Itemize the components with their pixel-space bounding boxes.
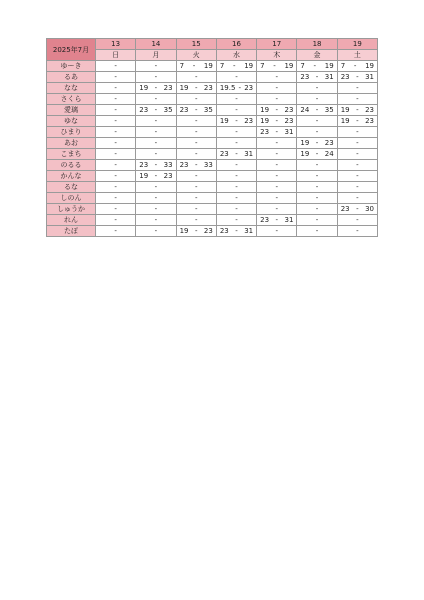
shift-cell: - [297, 226, 337, 237]
shift-cell: - [176, 94, 216, 105]
shift-start: 23 [340, 73, 350, 81]
shift-end: 23 [284, 106, 294, 114]
shift-start: 19.5 [219, 84, 236, 92]
shift-range [217, 61, 256, 71]
shift-start: 7 [260, 62, 265, 70]
staff-name: かんな [47, 171, 96, 182]
date-header: 15 [176, 39, 216, 50]
shift-cell: - [216, 193, 256, 204]
weekday-header: 日 [96, 50, 136, 61]
shift-cell [337, 61, 377, 72]
shift-cell: - [96, 61, 136, 72]
range-dash: - [275, 117, 279, 125]
shift-start: 23 [179, 161, 189, 169]
range-dash: - [154, 172, 158, 180]
shift-cell [257, 215, 297, 226]
shift-range [257, 116, 296, 126]
shift-range [257, 127, 296, 137]
header-date-row [47, 39, 378, 50]
shift-cell: - [297, 193, 337, 204]
shift-start: 19 [300, 150, 310, 158]
weekday-header: 金 [297, 50, 337, 61]
shift-end: 31 [284, 216, 294, 224]
range-dash: - [275, 216, 279, 224]
shift-cell: - [136, 215, 176, 226]
shift-cell: - [136, 127, 176, 138]
shift-cell: - [136, 226, 176, 237]
shift-start: 19 [219, 117, 229, 125]
shift-cell: - [176, 127, 216, 138]
shift-cell: - [337, 193, 377, 204]
shift-cell [176, 160, 216, 171]
shift-cell: - [96, 116, 136, 127]
staff-name: なな [47, 83, 96, 94]
shift-range [338, 116, 377, 126]
table-row [47, 171, 378, 182]
shift-end: 23 [163, 84, 173, 92]
range-dash: - [356, 205, 359, 213]
shift-end: 19 [324, 62, 334, 70]
shift-cell [176, 226, 216, 237]
shift-cell: - [96, 72, 136, 83]
shift-cell [216, 61, 256, 72]
range-dash: - [154, 106, 158, 114]
shift-cell: - [176, 149, 216, 160]
shift-cell: - [136, 182, 176, 193]
shift-range [257, 105, 296, 115]
shift-end: 31 [244, 227, 254, 235]
shift-end: 35 [163, 106, 173, 114]
staff-name: ゆーき [47, 61, 96, 72]
shift-cell: - [257, 204, 297, 215]
shift-cell: - [337, 138, 377, 149]
shift-end: 23 [365, 117, 374, 125]
shift-start: 23 [260, 128, 270, 136]
shift-range [136, 105, 175, 115]
table-row [47, 83, 378, 94]
schedule-sheet [46, 38, 378, 237]
shift-start: 19 [260, 106, 270, 114]
range-dash: - [238, 84, 242, 92]
shift-cell: - [257, 193, 297, 204]
shift-cell [297, 105, 337, 116]
shift-cell: - [96, 105, 136, 116]
shift-cell: - [96, 193, 136, 204]
table-row [47, 204, 378, 215]
shift-cell [337, 105, 377, 116]
shift-cell: - [297, 116, 337, 127]
shift-cell: - [337, 94, 377, 105]
shift-end: 19 [244, 62, 254, 70]
table-row [47, 138, 378, 149]
staff-name: あお [47, 138, 96, 149]
shift-cell [136, 160, 176, 171]
table-row [47, 61, 378, 72]
shift-range [297, 105, 336, 115]
shift-cell: - [96, 182, 136, 193]
shift-range [217, 116, 256, 126]
shift-cell: - [96, 171, 136, 182]
shift-cell: - [96, 204, 136, 215]
range-dash: - [154, 161, 158, 169]
schedule-body [47, 61, 378, 237]
table-row [47, 226, 378, 237]
staff-name: こまち [47, 149, 96, 160]
shift-cell: - [337, 149, 377, 160]
shift-start: 19 [340, 106, 350, 114]
date-header: 14 [136, 39, 176, 50]
shift-range [338, 61, 377, 71]
shift-range [177, 61, 216, 71]
shift-cell: - [216, 204, 256, 215]
shift-cell: - [136, 149, 176, 160]
staff-name: しゅうか [47, 204, 96, 215]
staff-name: るな [47, 182, 96, 193]
table-row [47, 94, 378, 105]
shift-range [217, 226, 256, 236]
shift-cell: - [257, 94, 297, 105]
shift-end: 23 [244, 117, 254, 125]
range-dash: - [356, 117, 359, 125]
date-header: 16 [216, 39, 256, 50]
shift-cell: - [136, 94, 176, 105]
shift-cell: - [257, 160, 297, 171]
shift-cell [136, 83, 176, 94]
shift-cell: - [216, 182, 256, 193]
shift-cell: - [257, 171, 297, 182]
shift-range [297, 61, 336, 71]
range-dash: - [315, 139, 319, 147]
shift-start: 7 [179, 62, 185, 70]
weekday-header: 水 [216, 50, 256, 61]
range-dash: - [356, 73, 359, 81]
month-label: 2025年7月 [47, 39, 96, 61]
shift-cell [216, 149, 256, 160]
shift-cell [337, 72, 377, 83]
shift-end: 23 [365, 106, 374, 114]
shift-cell: - [257, 72, 297, 83]
shift-start: 19 [300, 139, 310, 147]
date-header: 19 [337, 39, 377, 50]
shift-end: 19 [203, 62, 213, 70]
shift-start: 23 [340, 205, 350, 213]
shift-start: 23 [219, 227, 229, 235]
range-dash: - [194, 161, 198, 169]
shift-cell: - [136, 193, 176, 204]
table-row [47, 182, 378, 193]
shift-cell: - [96, 215, 136, 226]
range-dash: - [315, 73, 319, 81]
range-dash: - [273, 62, 276, 70]
table-row [47, 72, 378, 83]
shift-cell: - [337, 160, 377, 171]
shift-cell: - [216, 138, 256, 149]
staff-name: れん [47, 215, 96, 226]
weekday-header: 土 [337, 50, 377, 61]
shift-cell: - [297, 127, 337, 138]
shift-range [177, 160, 216, 170]
range-dash: - [313, 62, 317, 70]
shift-cell: - [136, 61, 176, 72]
shift-cell: - [337, 226, 377, 237]
weekday-header: 月 [136, 50, 176, 61]
shift-cell: - [96, 127, 136, 138]
shift-cell: - [176, 138, 216, 149]
table-row [47, 149, 378, 160]
shift-end: 23 [244, 84, 254, 92]
shift-cell: - [297, 215, 337, 226]
shift-cell [176, 61, 216, 72]
shift-start: 23 [300, 73, 310, 81]
shift-cell: - [136, 138, 176, 149]
shift-range [177, 226, 216, 236]
shift-start: 7 [219, 62, 225, 70]
shift-start: 19 [139, 172, 149, 180]
shift-cell: - [216, 127, 256, 138]
shift-cell [257, 127, 297, 138]
shift-end: 31 [244, 150, 254, 158]
shift-start: 7 [340, 62, 346, 70]
date-header: 17 [257, 39, 297, 50]
header-weekday-row [47, 50, 378, 61]
table-row [47, 160, 378, 171]
shift-range [136, 160, 175, 170]
shift-cell: - [257, 138, 297, 149]
staff-name: たぽ [47, 226, 96, 237]
shift-cell [216, 116, 256, 127]
shift-range [136, 171, 175, 181]
shift-cell [257, 61, 297, 72]
shift-start: 7 [300, 62, 305, 70]
shift-cell [297, 149, 337, 160]
staff-name: るあ [47, 72, 96, 83]
range-dash: - [232, 62, 236, 70]
range-dash: - [356, 106, 359, 114]
shift-cell: - [176, 171, 216, 182]
shift-cell [297, 138, 337, 149]
date-header: 18 [297, 39, 337, 50]
table-row [47, 116, 378, 127]
range-dash: - [194, 227, 198, 235]
shift-cell: - [297, 94, 337, 105]
shift-cell: - [96, 226, 136, 237]
shift-cell [136, 105, 176, 116]
shift-start: 23 [139, 106, 149, 114]
shift-cell: - [136, 116, 176, 127]
shift-cell: - [297, 204, 337, 215]
staff-name: しのん [47, 193, 96, 204]
shift-cell: - [297, 83, 337, 94]
range-dash: - [235, 227, 238, 235]
shift-cell: - [216, 72, 256, 83]
shift-range [297, 138, 336, 148]
shift-cell: - [216, 215, 256, 226]
shift-cell: - [337, 83, 377, 94]
shift-cell: - [96, 94, 136, 105]
shift-cell: - [176, 182, 216, 193]
shift-range [297, 149, 336, 159]
shift-end: 23 [324, 139, 334, 147]
table-row [47, 215, 378, 226]
shift-cell: - [337, 215, 377, 226]
range-dash: - [194, 106, 198, 114]
shift-range [136, 83, 175, 93]
staff-name: のるる [47, 160, 96, 171]
shift-end: 23 [163, 172, 173, 180]
shift-end: 33 [203, 161, 213, 169]
shift-cell: - [337, 182, 377, 193]
shift-cell [136, 171, 176, 182]
weekday-header: 木 [257, 50, 297, 61]
shift-range [217, 149, 256, 159]
shift-start: 23 [260, 216, 270, 224]
shift-range [338, 72, 377, 82]
shift-end: 31 [324, 73, 334, 81]
shift-cell: - [96, 138, 136, 149]
shift-cell [257, 116, 297, 127]
shift-cell: - [216, 105, 256, 116]
shift-cell: - [216, 94, 256, 105]
shift-cell: - [297, 182, 337, 193]
shift-end: 35 [324, 106, 334, 114]
table-row [47, 105, 378, 116]
shift-range [217, 83, 256, 93]
table-row [47, 193, 378, 204]
range-dash: - [235, 117, 238, 125]
shift-cell: - [96, 160, 136, 171]
weekday-header: 火 [176, 50, 216, 61]
range-dash: - [275, 106, 279, 114]
shift-cell: - [216, 171, 256, 182]
table-row [47, 127, 378, 138]
shift-cell: - [257, 83, 297, 94]
shift-end: 23 [203, 84, 213, 92]
shift-cell: - [136, 72, 176, 83]
shift-range [338, 105, 377, 115]
range-dash: - [154, 84, 158, 92]
range-dash: - [192, 62, 196, 70]
shift-range [257, 215, 296, 225]
shift-cell: - [216, 160, 256, 171]
shift-start: 19 [260, 117, 270, 125]
staff-name: ゆな [47, 116, 96, 127]
shift-range [257, 61, 296, 71]
shift-cell [176, 83, 216, 94]
shift-cell [216, 83, 256, 94]
range-dash: - [353, 62, 357, 70]
shift-cell [297, 61, 337, 72]
shift-cell [337, 204, 377, 215]
shift-cell: - [176, 204, 216, 215]
shift-start: 19 [179, 84, 189, 92]
shift-end: 35 [203, 106, 213, 114]
shift-cell: - [257, 226, 297, 237]
date-header: 13 [96, 39, 136, 50]
shift-cell: - [337, 127, 377, 138]
shift-cell: - [257, 182, 297, 193]
shift-end: 19 [284, 62, 294, 70]
shift-cell: - [176, 116, 216, 127]
shift-cell [337, 116, 377, 127]
shift-end: 33 [163, 161, 173, 169]
shift-cell: - [96, 83, 136, 94]
staff-name: 愛璃 [47, 105, 96, 116]
shift-cell [297, 72, 337, 83]
staff-name: さくら [47, 94, 96, 105]
shift-cell: - [257, 149, 297, 160]
shift-cell [216, 226, 256, 237]
shift-start: 23 [179, 106, 189, 114]
shift-range [297, 72, 336, 82]
shift-cell: - [176, 72, 216, 83]
shift-range [177, 83, 216, 93]
range-dash: - [235, 150, 238, 158]
shift-cell: - [337, 171, 377, 182]
shift-start: 19 [340, 117, 350, 125]
shift-end: 30 [365, 205, 374, 213]
shift-start: 19 [139, 84, 149, 92]
shift-end: 19 [365, 62, 374, 70]
shift-start: 23 [139, 161, 149, 169]
shift-cell [176, 105, 216, 116]
shift-cell: - [176, 215, 216, 226]
shift-cell: - [96, 149, 136, 160]
shift-end: 23 [284, 117, 294, 125]
range-dash: - [275, 128, 279, 136]
shift-schedule-table [46, 38, 378, 237]
staff-name: ひまり [47, 127, 96, 138]
range-dash: - [315, 106, 319, 114]
shift-end: 23 [203, 227, 213, 235]
shift-cell: - [176, 193, 216, 204]
range-dash: - [315, 150, 319, 158]
shift-cell: - [136, 204, 176, 215]
shift-start: 19 [179, 227, 189, 235]
shift-range [338, 204, 377, 214]
shift-range [177, 105, 216, 115]
range-dash: - [194, 84, 198, 92]
shift-end: 31 [365, 73, 374, 81]
shift-end: 24 [324, 150, 334, 158]
shift-cell [257, 105, 297, 116]
shift-start: 23 [219, 150, 229, 158]
shift-start: 24 [300, 106, 310, 114]
shift-end: 31 [284, 128, 294, 136]
shift-cell: - [297, 160, 337, 171]
shift-cell: - [297, 171, 337, 182]
